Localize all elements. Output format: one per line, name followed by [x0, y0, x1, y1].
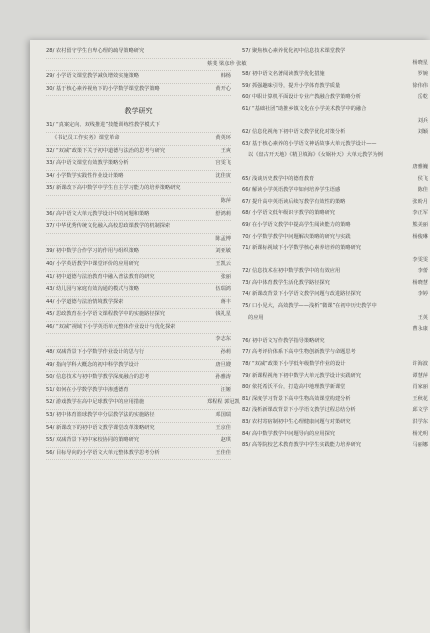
entry-author: 李正军 — [412, 210, 428, 217]
toc-entry — [46, 259, 231, 272]
entry-author: 唐雅巍 — [412, 163, 428, 170]
entry-title: 85/ 高等院校艺术教育教学中学生实践能力培养研究 — [242, 442, 361, 449]
entry-title: 33/ 高中语文课堂有效教学策略分析 — [46, 160, 129, 167]
entry-title: 45/ 思政教育在小学语文课程教学中的实施路径探究 — [46, 311, 165, 318]
toc-entry — [242, 127, 428, 139]
toc-entry — [46, 423, 231, 436]
toc-entry — [242, 359, 428, 371]
toc-entry — [242, 58, 428, 70]
entry-author: 黄开心 — [215, 85, 231, 92]
entry-author: 黄英环 — [215, 134, 231, 141]
toc-entry — [242, 220, 428, 232]
entry-author: 杨晓慧 — [412, 279, 428, 286]
entry-author: 岳乾 — [417, 94, 428, 101]
toc-entry — [242, 116, 428, 128]
toc-entry — [46, 71, 231, 84]
entry-author: 王京佳 — [215, 424, 231, 431]
toc-entry — [46, 133, 231, 146]
entry-author: 赵琪 — [220, 437, 231, 444]
entry-author: 罗婉 — [417, 71, 428, 78]
entry-title: 66/ 解读小学英语教学中如何培养学生语感 — [242, 187, 341, 194]
document-page — [30, 40, 430, 633]
toc-entry — [242, 162, 428, 174]
entry-author: 汪姬 — [220, 386, 231, 393]
entry-author: 王佳佳 — [215, 449, 231, 456]
entry-author: 钱礼星 — [215, 311, 231, 318]
entry-title: 82/ 浅析新课改背景下小学语文教学过程总结分析 — [242, 407, 356, 414]
entry-title: 32/ “双减”政策下关于初中道德与法治的思考与研究 — [46, 147, 166, 154]
entry-title: 70/ 小学数学教学中问题解决策略的研究与实践 — [242, 233, 351, 240]
entry-title: 72/ 信息技术在初中数学教学中的有效应用 — [242, 268, 341, 275]
toc-entry — [242, 382, 428, 394]
entry-title: 84/ 高中数学教学中问题导向的应用探究 — [242, 430, 335, 437]
entry-title: 67/ 提升高中英语读后续写教学有效性的策略 — [242, 198, 346, 205]
toc-entry — [46, 158, 231, 171]
entry-title: 37/ 中华优秀传统文化融入高校思政课教学的机制探索 — [46, 223, 171, 230]
entry-title: 78/ “双减”政策下小学低年级数学作业的设计 — [242, 361, 346, 368]
toc-entry — [46, 435, 231, 448]
entry-title: 63/ 基于核心素养的小学语文神话故事大单元教学设计—— — [242, 140, 377, 147]
toc-left-column — [46, 46, 247, 460]
entry-title: 40/ 小学英语教学中课堂评价的应用研究 — [46, 260, 139, 267]
toc-right-column — [242, 46, 428, 452]
toc-entry — [242, 405, 428, 417]
entry-title: 28/ 农村留守学生自卑心理的疏导策略研究 — [46, 48, 145, 54]
toc-entry — [242, 301, 428, 313]
entry-author: 邓国瑞 — [215, 412, 231, 419]
entry-title: 73/ 高中体育教学生活化教学路径探究 — [242, 279, 330, 286]
entry-author: 王英 — [417, 314, 428, 321]
entry-author: 陈萍 — [220, 197, 231, 204]
toc-entry — [242, 81, 428, 93]
entry-title: 35/ 新课改下高中数学中学生自主学习能力的培养策略研究 — [46, 185, 181, 192]
entry-author: 孙雅涛 — [215, 374, 231, 381]
entry-author: 王爽 — [220, 147, 231, 154]
entry-title: 29/ 小学语文课堂教学减负增效实施策略 — [46, 73, 139, 80]
entry-author: 伍瑞鸿 — [215, 286, 231, 293]
section-heading: 教学研究 — [124, 107, 153, 116]
entry-title: 71/ 新课标视域下小学数学核心素养培养的策略研究 — [242, 245, 361, 252]
entry-title: 56/ 目标导向的小学语文大单元整体教学思考分析 — [46, 449, 160, 456]
toc-entry — [242, 336, 428, 348]
toc-entry — [242, 243, 428, 255]
toc-entry — [46, 272, 231, 285]
entry-author: 杨光明 — [412, 430, 428, 437]
entry-title: 76/ 初中语文写作教学指导策略研究 — [242, 337, 325, 344]
entry-title: 61/ “基础社团”助推乡镇文化在小学美术教学中的融合 — [242, 105, 367, 112]
toc-entry — [46, 372, 231, 385]
entry-title: 39/ 初中数学合作学习的作用与组织策略 — [46, 248, 139, 255]
toc-entry — [46, 234, 231, 247]
entry-title: 83/ 农村寄宿制初中生心理健康问题与对策研究 — [242, 419, 351, 425]
entry-author: 沈佳寅 — [215, 172, 231, 179]
toc-entry — [242, 347, 428, 359]
entry-title: 68/ 小学语文低年级识字教学的策略研究 — [242, 210, 335, 217]
entry-author: 李雯雯 — [412, 256, 428, 263]
entry-title: 44/ 小学道德与法治情境教学探索 — [46, 298, 124, 305]
toc-entry — [46, 209, 231, 222]
entry-title: 60/ 中职计算机平面设计专业产教融合教学策略分析 — [242, 94, 361, 101]
entry-author: 孙莉 — [220, 349, 231, 356]
entry-author: 郑程程 郭冠凯 — [207, 399, 240, 406]
toc-entry — [242, 429, 428, 441]
entry-title: 79/ 新课程视角下初中数学大单元教学设计实践研究 — [242, 372, 361, 379]
toc-entry — [46, 347, 231, 360]
entry-title: 81/ 深度学习背景下高中生物高效课堂构建分析 — [242, 395, 351, 402]
entry-author: 蒋丰 — [220, 298, 231, 305]
entry-title: 74/ 新课改背景下小学语文教学问题与改进路径探究 — [242, 291, 361, 298]
toc-entry — [242, 69, 428, 81]
entry-title: 52/ 游戏教学在高中足球教学中的应用措施 — [46, 399, 145, 406]
toc-entry — [242, 139, 428, 151]
entry-title: 41/ 初中道德与法治教育中融入普法教育的研究 — [46, 273, 155, 280]
entry-title: 50/ 信息技术与初中数学教学深度融合的思考 — [46, 374, 150, 381]
toc-entry — [242, 266, 428, 278]
toc-entry — [46, 46, 231, 59]
entry-title: 57/ 聚焦核心素养优化初中信息技术课堂教学 — [242, 48, 346, 54]
entry-title: 69/ 在小学语文教学中提高学生阅读能力的策略 — [242, 221, 351, 228]
entry-title: 59/ 抓强趣味引导，提升小学体育教学质量 — [242, 82, 341, 89]
entry-author: 陈孟博 — [215, 235, 231, 242]
toc-entry — [242, 174, 428, 186]
entry-title: 75/ 口小见大，高效教学——浅析“微课”在初中历史教学中 — [242, 303, 377, 310]
entry-title: 54/ 新课改下的初中语文教学课堂改革策略研究 — [46, 424, 155, 431]
toc-entry — [242, 255, 428, 267]
toc-entry — [46, 196, 231, 209]
toc-entry — [242, 394, 428, 406]
entry-title: 65/ 浅谈历史教学中的德育教育 — [242, 175, 315, 182]
entry-author: 刘兵 — [417, 117, 428, 124]
toc-entry — [46, 334, 231, 347]
toc-entry — [242, 208, 428, 220]
toc-entry — [46, 385, 231, 398]
toc-entry — [46, 221, 231, 234]
entry-title: 34/ 小学数学实践性作业设计策略 — [46, 172, 124, 179]
toc-entry — [242, 150, 428, 162]
entry-title: 《书记员工作实务》课堂革命 — [52, 134, 120, 141]
toc-entry — [242, 92, 428, 104]
entry-author: 韩杨 — [220, 73, 231, 80]
entry-title: 48/ 双减背景下小学数学作业设计的思与行 — [46, 349, 145, 356]
entry-title: 的应用 — [248, 314, 264, 321]
toc-entry — [46, 410, 231, 423]
entry-author: 李志东 — [215, 336, 231, 343]
toc-entry — [242, 46, 428, 58]
entry-title: 36/ 高中语文大单元教学设计中的问题和策略 — [46, 210, 150, 217]
entry-author: 邱文学 — [412, 407, 428, 414]
entry-title: 以《盘古开天地》《精卫填海》《女娲补天》大单元教学为例 — [248, 152, 383, 159]
entry-author: 刘亚敏 — [215, 248, 231, 255]
toc-entry — [242, 417, 428, 429]
toc-entry — [242, 324, 428, 336]
entry-title: 58/ 初中语文名著阅读教学优化措施 — [242, 71, 325, 78]
entry-author: 李蕾 — [417, 268, 428, 275]
toc-entry — [46, 284, 231, 297]
toc-entry — [46, 322, 231, 335]
toc-entry — [46, 360, 231, 373]
toc-entry — [242, 197, 428, 209]
entry-title: 62/ 信息化视角下初中语文教学优化对策分析 — [242, 129, 346, 136]
entry-author: 王秋花 — [412, 395, 428, 402]
entry-author: 洪学东 — [412, 419, 428, 425]
entry-title: 55/ 双减背景下初中家校协同的策略研究 — [46, 437, 139, 444]
entry-title: 31/ “真案定向、双线推进”技能训练性教学模式下 — [46, 122, 160, 129]
entry-author: 张丽 — [220, 273, 231, 280]
entry-title: 43/ 幼儿园与家庭有效沟通的模式与策略 — [46, 286, 139, 293]
entry-author: 蔡斐 梁彦珍 张敏 — [207, 60, 247, 67]
entry-author: 王凯云 — [215, 260, 231, 267]
toc-entry — [242, 371, 428, 383]
entry-title: 80/ 依托希沃平台，打造高中地理教学新课堂 — [242, 384, 346, 391]
entry-title: 49/ 指向学科大概念的初中科学教学设计 — [46, 361, 139, 368]
toc-entry — [46, 397, 240, 410]
entry-title: 77/ 高考评价体系下高中生物创新教学与命题思考 — [242, 349, 356, 356]
entry-author: 唐旦嫂 — [215, 361, 231, 368]
entry-author: 曹永康 — [412, 326, 428, 333]
entry-author: 马丽娜 — [412, 442, 428, 449]
toc-entry — [46, 246, 231, 259]
entry-author: 许海波 — [412, 361, 428, 368]
entry-title: 30/ 基于核心素养视角下的小学数学课堂教学策略 — [46, 85, 160, 92]
entry-title: 46/ “双减”视域下小学英语单元整体作业设计与优化探索 — [46, 323, 176, 330]
entry-title: 53/ 初中体育篮球教学中分层教学法的实施路径 — [46, 412, 155, 419]
toc-entry — [46, 120, 231, 133]
toc-entry — [242, 289, 428, 301]
entry-author: 杨俊琳 — [412, 233, 428, 240]
entry-title: 51/ 如何在小学数学教学中渗透德育 — [46, 386, 129, 393]
toc-entry — [46, 59, 247, 72]
toc-entry — [46, 84, 231, 97]
entry-author: 舒鸿莉 — [215, 210, 231, 217]
entry-author: 侯飞 — [417, 175, 428, 182]
toc-entry — [242, 278, 428, 290]
toc-entry — [242, 440, 428, 452]
toc-entry — [242, 313, 428, 325]
entry-author: 熊美丽 — [412, 221, 428, 228]
entry-author: 徐伟伟 — [412, 82, 428, 89]
entry-author: 宫雯飞 — [215, 160, 231, 167]
toc-entry — [46, 448, 231, 461]
entry-author: 陈佳 — [417, 187, 428, 194]
entry-author: 张盼月 — [412, 198, 428, 205]
entry-author: 杨晓星 — [412, 59, 428, 66]
toc-entry — [46, 309, 231, 322]
toc-entry — [46, 297, 231, 310]
toc-entry — [46, 146, 231, 159]
toc-entry — [242, 185, 428, 197]
entry-author: 刘颖 — [417, 129, 428, 136]
toc-entry — [46, 171, 231, 184]
entry-author: 肖家丽 — [412, 384, 428, 391]
toc-entry — [242, 232, 428, 244]
toc-entry — [242, 104, 428, 116]
entry-author: 谭慧萍 — [412, 372, 428, 379]
toc-entry — [46, 183, 231, 196]
entry-author: 李婷 — [417, 291, 428, 298]
